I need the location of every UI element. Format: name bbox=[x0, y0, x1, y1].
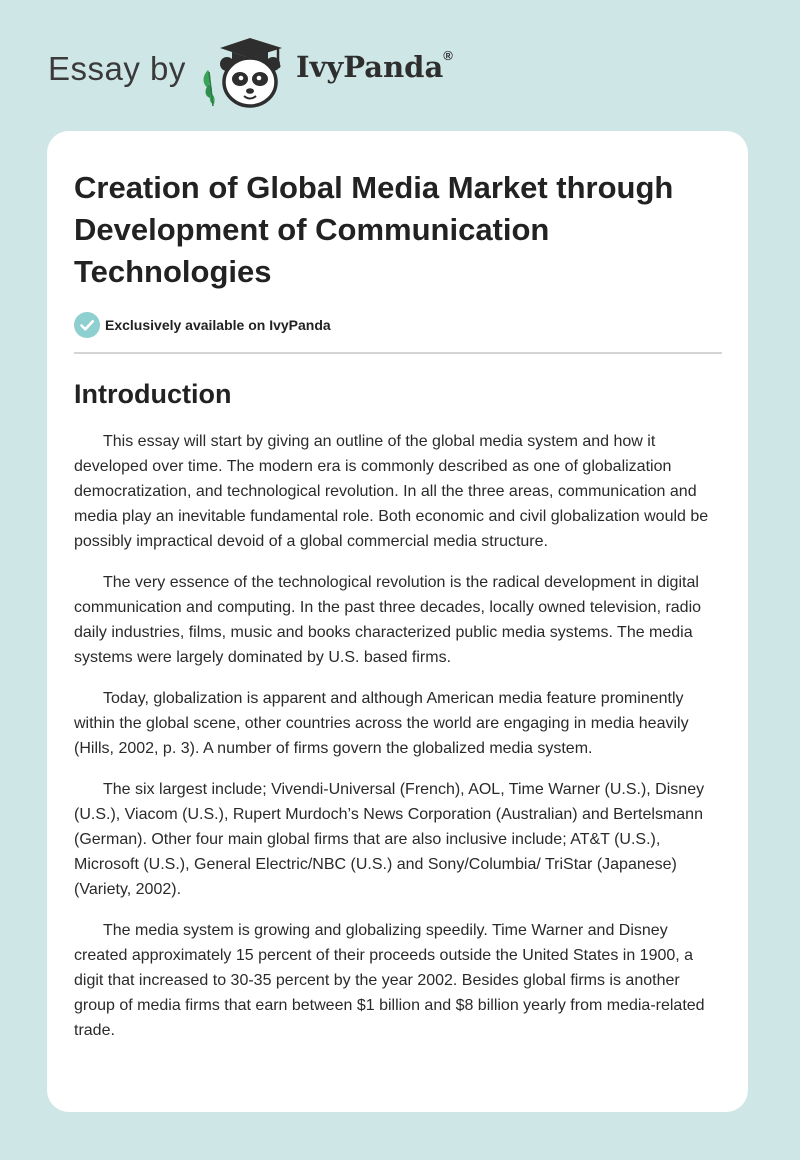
essay-title: Creation of Global Media Market through Development of Communication Technologies bbox=[74, 170, 674, 289]
site-header bbox=[0, 0, 800, 130]
exclusive-badge bbox=[74, 312, 722, 338]
registered-mark: ® bbox=[443, 48, 453, 63]
badge-label: Exclusively available on IvyPanda bbox=[105, 317, 331, 333]
brand-name-text: IvyPanda bbox=[296, 50, 444, 84]
paragraph: This essay will start by giving an outline of the global media system and how it developed over time. The modern era is commonly described as one of globalization democratization, and technological revolution. In all the three areas, communication and media play an inevitable fundamental role. Both economic and civil globalization would be possibly impractical devoid of a global commercial media structure. bbox=[74, 433, 709, 550]
paragraph: Today, globalization is apparent and although American media feature prominently within the global scene, other countries across the world are engaging in media heavily (Hills, 2002, p. 3). A number of firms govern the globalized media system. bbox=[74, 690, 689, 757]
essay-body bbox=[74, 429, 722, 1043]
ivypanda-wordmark[interactable] bbox=[296, 50, 453, 84]
paragraph: The six largest include; Vivendi-Universal (French), AOL, Time Warner (U.S.), Disney (U.S.), Viacom (U.S.), Rupert Murdoch’s News Corporation (Australian) and Bertelsmann (German). Other four main global firms that are also inclusive include; AT&T (U.S.), Microsoft (U.S.), General Electric/NBC (U.S.) and Sony/Columbia/ TriStar (Japanese) (Variety, 2002). bbox=[74, 781, 705, 898]
essay-card bbox=[47, 131, 748, 1112]
essay-by-label: Essay by bbox=[48, 50, 186, 87]
check-circle-icon bbox=[74, 312, 100, 338]
panda-logo-icon[interactable] bbox=[198, 34, 294, 110]
section-heading: Introduction bbox=[74, 379, 232, 409]
paragraph: The media system is growing and globalizing speedily. Time Warner and Disney created approximately 15 percent of their proceeds outside the United States in 1900, a digit that increased to 30-35 percent by the year 2002. Besides global firms is another group of media firms that earn between $1 billion and $8 billion yearly from media-related trade. bbox=[74, 922, 705, 1039]
divider bbox=[74, 352, 722, 354]
paragraph: The very essence of the technological revolution is the radical development in digital communication and computing. In the past three decades, locally owned television, radio daily industries, films, music and books characterized public media systems. The media systems were largely dominated by U.S. based firms. bbox=[74, 574, 702, 666]
